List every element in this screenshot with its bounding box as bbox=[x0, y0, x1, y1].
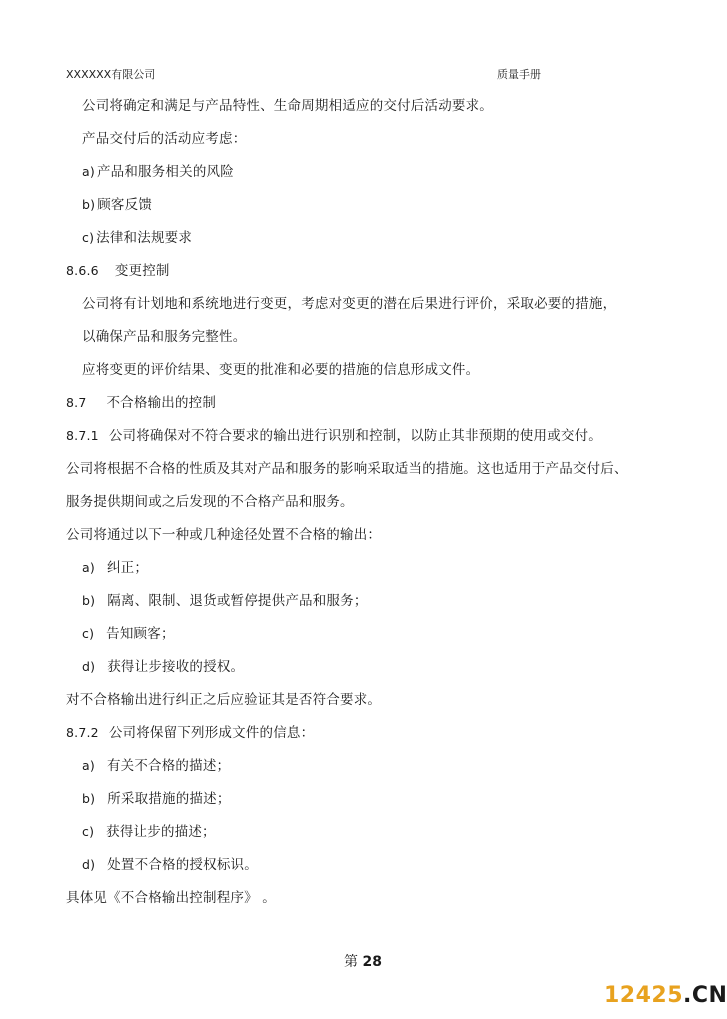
page-num: 28 bbox=[362, 954, 382, 970]
line-text: 公司将保留下列形成文件的信息： bbox=[108, 725, 315, 741]
text-line bbox=[82, 94, 493, 114]
item-number: b) bbox=[82, 593, 96, 608]
item-number: 8.6.6 bbox=[66, 263, 99, 278]
line-text: 处置不合格的授权标识。 bbox=[107, 857, 258, 873]
text-line bbox=[82, 160, 234, 180]
line-text: 变更控制 bbox=[114, 263, 170, 279]
text-line bbox=[82, 655, 244, 675]
line-text: 获得让步接收的授权。 bbox=[107, 659, 245, 675]
line-text: 公司将确定和满足与产品特性、生命周期相适应的交付后活动要求。 bbox=[82, 98, 493, 114]
item-number: c) bbox=[82, 824, 95, 839]
text-line bbox=[82, 787, 231, 807]
line-text: 公司将有计划地和系统地进行变更，考虑对变更的潜在后果进行评价，采取必要的措施， bbox=[82, 296, 617, 312]
line-text: 不合格输出的控制 bbox=[106, 395, 217, 411]
line-text: 公司将通过以下一种或几种途径处置不合格的输出： bbox=[66, 527, 382, 543]
watermark-suffix: .CN bbox=[683, 983, 727, 1008]
text-line bbox=[66, 523, 381, 543]
line-text: 产品交付后的活动应考虑： bbox=[82, 131, 247, 147]
text-line bbox=[66, 457, 628, 477]
item-number: 8.7 bbox=[66, 395, 87, 410]
line-text: 告知顾客； bbox=[106, 626, 175, 642]
text-line bbox=[82, 127, 246, 147]
text-line bbox=[82, 358, 479, 378]
text-line bbox=[66, 886, 276, 906]
line-text: 以确保产品和服务完整性。 bbox=[82, 329, 247, 345]
text-line bbox=[82, 193, 152, 213]
line-text: 公司将根据不合格的性质及其对产品和服务的影响采取适当的措施。这也适用于产品交付后、 bbox=[66, 461, 628, 477]
item-number: c) bbox=[82, 626, 95, 641]
item-number: a) bbox=[82, 164, 95, 179]
item-number: a) bbox=[82, 560, 95, 575]
text-line bbox=[82, 754, 230, 774]
text-line bbox=[66, 688, 381, 708]
text-line bbox=[82, 820, 216, 840]
page-prefix: 第 bbox=[344, 954, 358, 970]
text-line bbox=[66, 391, 216, 411]
line-text: 纠正； bbox=[106, 560, 149, 576]
text-line bbox=[66, 424, 602, 444]
line-text: 获得让步的描述； bbox=[106, 824, 216, 840]
watermark-digits: 12425 bbox=[604, 983, 684, 1008]
text-line bbox=[66, 721, 314, 741]
text-line bbox=[82, 853, 258, 873]
line-text: 所采取措施的描述； bbox=[107, 791, 231, 807]
line-text: 应将变更的评价结果、变更的批准和必要的措施的信息形成文件。 bbox=[82, 362, 480, 378]
header-company: XXXXXX有限公司 bbox=[66, 68, 156, 81]
item-number: d) bbox=[82, 659, 96, 674]
watermark-logo bbox=[604, 983, 727, 1008]
item-number: 8.7.1 bbox=[66, 428, 99, 443]
text-line bbox=[82, 226, 192, 246]
item-number: b) bbox=[82, 197, 96, 212]
line-text: 隔离、限制、退货或暂停提供产品和服务； bbox=[107, 593, 368, 609]
text-line bbox=[66, 259, 170, 279]
line-text: 具体见《不合格输出控制程序》 。 bbox=[66, 890, 276, 906]
page-number bbox=[344, 951, 382, 971]
text-line bbox=[82, 325, 246, 345]
line-text: 顾客反馈 bbox=[97, 197, 153, 213]
text-line bbox=[82, 589, 368, 609]
item-number: a) bbox=[82, 758, 95, 773]
item-number: b) bbox=[82, 791, 96, 806]
line-text: 有关不合格的描述； bbox=[106, 758, 231, 774]
line-text: 对不合格输出进行纠正之后应验证其是否符合要求。 bbox=[66, 692, 382, 708]
line-text: 法律和法规要求 bbox=[96, 230, 193, 246]
item-number: d) bbox=[82, 857, 96, 872]
text-line bbox=[66, 490, 354, 510]
text-line bbox=[82, 622, 175, 642]
line-text: 产品和服务相关的风险 bbox=[96, 164, 234, 180]
line-text: 公司将确保对不符合要求的输出进行识别和控制，以防止其非预期的使用或交付。 bbox=[108, 428, 603, 444]
text-line bbox=[82, 556, 148, 576]
text-line bbox=[82, 292, 616, 312]
header-manual-title: 质量手册 bbox=[497, 68, 541, 81]
item-number: 8.7.2 bbox=[66, 725, 99, 740]
line-text: 服务提供期间或之后发现的不合格产品和服务。 bbox=[66, 494, 354, 510]
item-number: c) bbox=[82, 230, 95, 245]
